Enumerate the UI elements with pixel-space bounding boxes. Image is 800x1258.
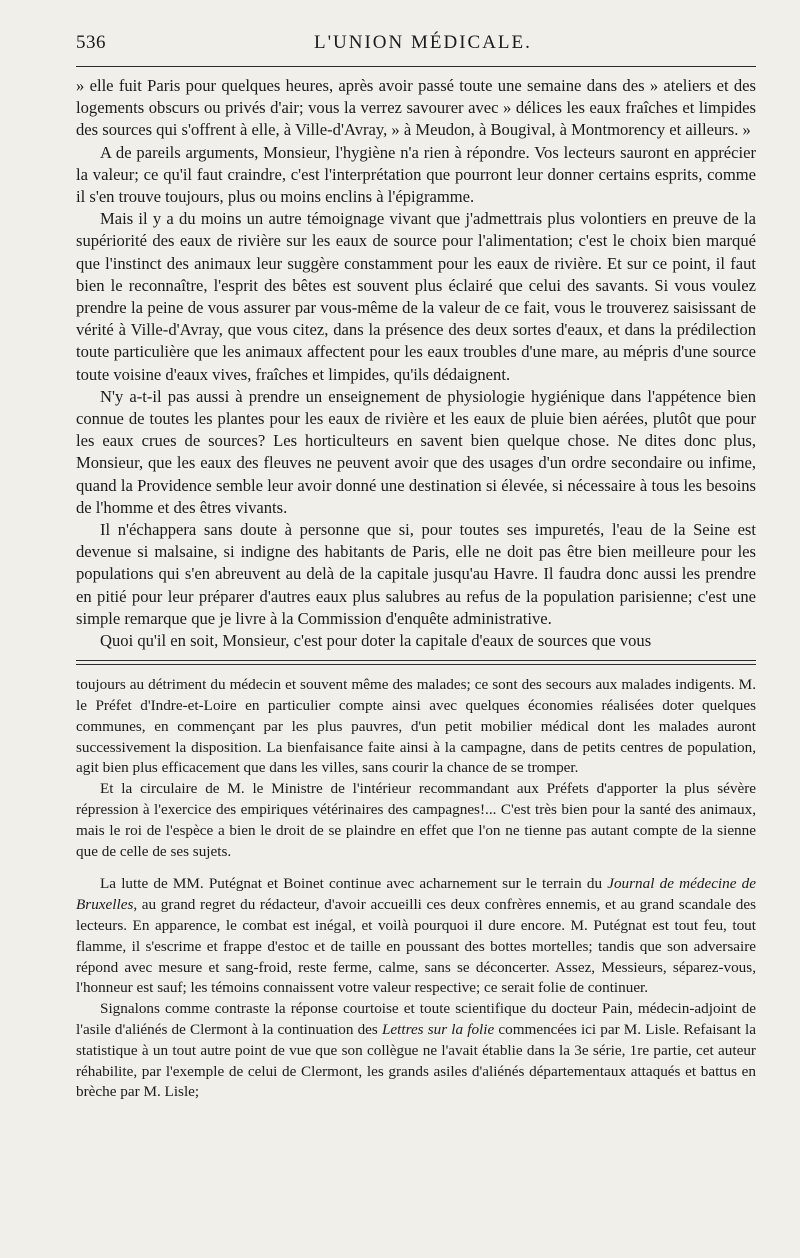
text-run: Signalons comme contraste la réponse courtoise et toute scientifique du docteur Pain, médecin-adjoint de l'asile d'aliénés de Clermont à la continuation des xyxy=(76,1000,756,1039)
body-paragraph: Il n'échappera sans doute à personne que si, pour toutes ses impuretés, l'eau de la Seine est devenue si malsaine, si indigne des habitants de Paris, elle ne doit pas être bien meilleure pour les populations qui s'en abreuvent au delà de la capitale jusqu'au Havre. Il faudra donc aussi les prendre en pitié pour leur préparer d'autres eaux plus salubres au refus de la population parisienne; c'est une simple remarque que je livre à la Commission d'enquête administrative. xyxy=(76,520,756,628)
header-rule xyxy=(76,66,756,67)
text-run: , au grand regret du rédacteur, d'avoir accueilli ces deux confrères ennemis, et au grand scandale des lecteurs. En apparence, le combat est inégal, et voilà pourquoi il dure encore. M. Putégnat est tout feu, tout flamme, il s'escrime et frappe d'estoc et de taille en poussant des bottes mortelles; tandis que son adversaire répond avec mesure et sang-froid, reste ferme, calme, sans se déconcerter. Assez, Messieurs, séparez-vous, l'honneur est sauf; les témoins connaissent votre valeur respective; ce serait folie de continuer. xyxy=(76,896,756,997)
running-title: L'UNION MÉDICALE. xyxy=(314,32,532,53)
italic-title: Lettres sur la folie xyxy=(381,1021,495,1039)
body-paragraph: » elle fuit Paris pour quelques heures, après avoir passé toute une semaine dans des » ateliers et des logements obscurs ou privés d'air; vous la verrez savourer avec » délices les eaux fraîches et limpides des sources qui s'offrent à elle, à Ville-d'Avray, » à Meudon, à Bougival, à Montmorency et ailleurs. » xyxy=(76,76,756,140)
footnote-paragraph xyxy=(76,999,756,1103)
body-paragraph: N'y a-t-il pas aussi à prendre un enseignement de physiologie hygiénique dans l'appétence bien connue de toutes les plantes pour les eaux de rivière et les eaux de pluie bien aérées, plutôt que pour les eaux crues de sources? Les horticulteurs en savent bien quelque chose. Ne dites donc plus, Monsieur, que les eaux des fleuves ne peuvent avoir que des usages d'un ordre secondaire ou infime, quand la Providence semble leur avoir donné une destination si élevée, si nécessaire à tous les besoins de l'homme et des êtres vivants. xyxy=(76,386,756,517)
footnote-paragraph: Et la circulaire de M. le Ministre de l'intérieur recommandant aux Préfets d'apporter la plus sévère répression à l'exercice des empiriques vétérinaires des campagnes!... C'est très bien pour la santé des animaux, mais le roi de l'espèce a bien le droit de se plaindre en effet que l'on ne tienne pas autant compte de la sienne que de celle de ses sujets. xyxy=(76,780,756,860)
footnote-text xyxy=(76,675,756,1103)
body-paragraph: Quoi qu'il en soit, Monsieur, c'est pour doter la capitale d'eaux de sources que vous xyxy=(100,631,652,651)
footnote-paragraph xyxy=(76,874,756,999)
page-header xyxy=(76,32,756,58)
text-run: commencées ici par M. Lisle. Refaisant la statistique à un tout autre point de vue que son collègue ne l'avait établie dans la 3e série, 1re partie, cet auteur réhabilite, par l'exemple de celui de Clermont, les grands asiles d'aliénés départementaux attaqués et battus en brèche par M. Lisle; xyxy=(76,1021,756,1101)
footnote-separator-rule xyxy=(76,660,756,665)
page-number: 536 xyxy=(76,32,106,53)
paragraph-gap xyxy=(76,862,756,874)
footnote-paragraph: toujours au détriment du médecin et souvent même des malades; ce sont des secours aux malades indigents. M. le Préfet d'Indre-et-Loire en particulier compte ainsi avec quelques économies réalisées doter quelques communes, en commençant par les plus pauvres, d'un petit mobilier médical dont les malades auront successivement la disposition. La bienfaisance faite ainsi à la campagne, dans de petits centres de population, agit bien plus efficacement que dans les villes, sans courir la chance de se tromper. xyxy=(76,676,756,777)
body-paragraph: A de pareils arguments, Monsieur, l'hygiène n'a rien à répondre. Vos lecteurs sauront en apprécier la valeur; ce qu'il faut craindre, c'est l'interprétation que pourront leur donner certains esprits, comme il s'en trouve toujours, plus ou moins enclins à l'épigramme. xyxy=(76,142,756,207)
main-text xyxy=(76,75,756,652)
body-paragraph: Mais il y a du moins un autre témoignage vivant que j'admettrais plus volontiers en preuve de la supériorité des eaux de rivière sur les eaux de source pour l'alimentation; c'est le choix bien marqué que l'instinct des animaux leur suggère constamment pour les eaux de rivière. Et sur ce point, il faut bien le reconnaître, l'esprit des bêtes est souvent plus éclairé que celui des savants. Si vous voulez prendre la peine de vous assurer par vous-même de la valeur de ce fait, vous le trouverez saisissant de vérité à Ville-d'Avray, que vous citez, dans la présence des deux sortes d'eaux, et dans la prédilection toute particulière que les animaux affectent pour les eaux troubles d'une mare, au mépris d'une source toute voisine d'eaux vives, fraîches et limpides, qu'ils dédaignent. xyxy=(76,209,756,384)
text-run: La lutte de MM. Putégnat et Boinet continue avec acharnement sur le terrain du xyxy=(100,875,608,893)
italic-title: Journal de médecine de Bruxelles xyxy=(76,875,756,914)
